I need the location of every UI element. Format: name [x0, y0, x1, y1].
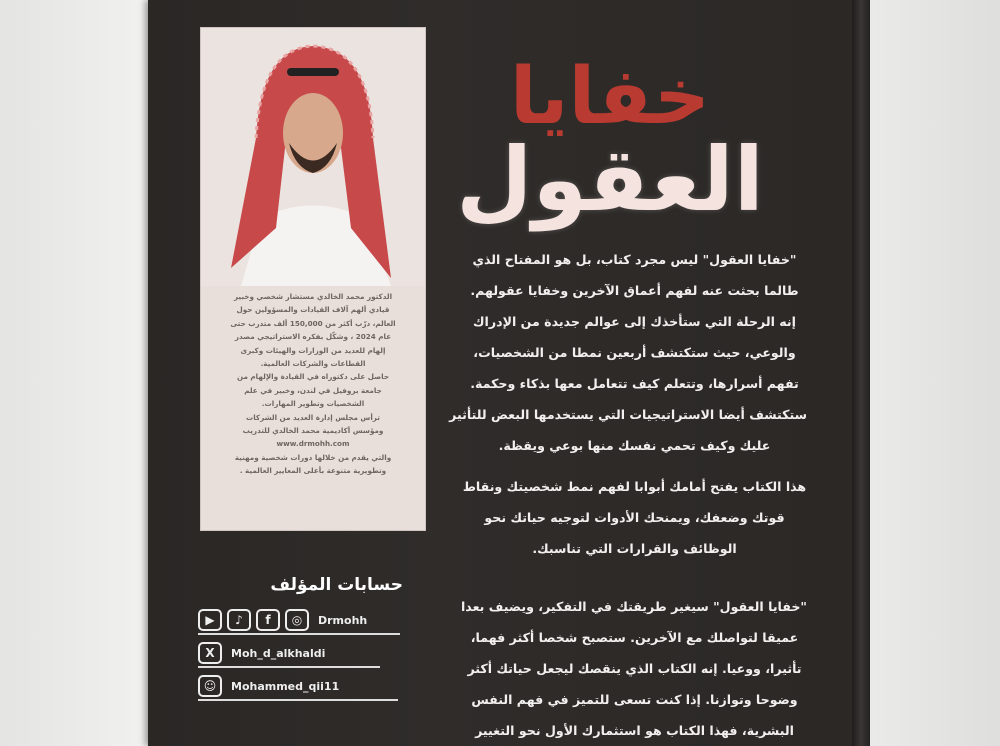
bio-website: www.drmohh.com [276, 439, 350, 449]
text-line: إنه الرحلة التي ستأخذك إلى عوالم جديدة من الإدراك [473, 314, 796, 329]
instagram-icon: ◎ [285, 609, 309, 631]
text-line: ستكتشف أيضا الاستراتيجيات التي يستخدمها البعض للتأثير [449, 407, 807, 422]
text-line: هذا الكتاب يفتح أمامك أبوابا لفهم نمط شخصيتك ونقاط [462, 479, 807, 494]
author-photo [201, 28, 425, 286]
bio-line: ترأس مجلس إدارة العديد من الشركات [246, 412, 380, 422]
bio-line: والتي يقدم من خلالها دورات شخصية ومهنية [234, 452, 392, 462]
bio-line: وتطويرية متنوعة بأعلى المعايير العالمية . [239, 466, 387, 476]
bio-line: قيادي ألهم آلاف القيادات والمسؤولين حول [236, 305, 390, 315]
underline [198, 699, 398, 701]
social-handle: Moh_d_alkhaldi [231, 646, 326, 660]
bio-line: الشخصيات وتطوير المهارات. [261, 399, 365, 409]
author-social-accounts [198, 575, 413, 697]
bio-line: جامعة بروفيل في لندن، وخبير في علم [244, 385, 382, 395]
social-title: حسابات المؤلف [270, 575, 403, 595]
author-bio [207, 290, 419, 478]
bio-line: حاصل على دكتوراه في القيادة والإلهام من [236, 372, 389, 382]
text-line: وضوحا وتوازنا. إذا كنت تسعى للتميز في فهم النفس [471, 692, 798, 707]
text-line: عميقا لتواصلك مع الآخرين. ستصبح شخصا أكثر فهما، [470, 630, 799, 645]
description-paragraph-2 [462, 471, 807, 564]
youtube-icon: ▶ [198, 609, 222, 631]
text-line: "خفايا العقول" سيغير طريقتك في التفكير، ويضيف بعدا [460, 599, 807, 614]
bio-line: العالم، درّب أكثر من 150,000 ألف متدرب حتى [230, 318, 396, 328]
book-spine [852, 0, 870, 746]
author-panel [200, 27, 426, 531]
text-line: "خفايا العقول" ليس مجرد كتاب، بل هو المفتاح الذي [472, 252, 797, 267]
social-row [198, 642, 413, 664]
tiktok-icon: ♪ [227, 609, 251, 631]
bio-line: الدكتور محمد الخالدي مستشار شخصي وخبير [233, 292, 393, 301]
underline [198, 666, 380, 668]
bio-line: عام 2024 ، وشكّل بفكره الاستراتيجي مصدر [234, 332, 392, 342]
book-title-line1: خفايا [509, 52, 711, 142]
text-line: البشرية، فهذا الكتاب هو استثمارك الأول نحو التغيير [475, 723, 794, 738]
description-paragraph-1 [449, 244, 807, 461]
underline [198, 633, 400, 635]
snapchat-icon: ☺ [198, 675, 222, 697]
text-line: تفهم أسرارها، وتتعلم كيف تتعامل معها بذكاء وحكمة. [470, 376, 799, 391]
bio-line: ومؤسس أكاديمية محمد الخالدي للتدريب [242, 426, 384, 436]
social-handle: Drmohh [318, 613, 368, 627]
text-line: تأثيرا، ووعيا. إنه الكتاب الذي ينقصك ليجعل حياتك أكثر [467, 661, 802, 676]
social-row [198, 675, 413, 697]
text-line: الوظائف والقرارات التي تناسبك. [532, 541, 737, 556]
description-paragraph-3 [462, 591, 807, 746]
bio-line: القطاعات والشركات العالمية. [260, 359, 366, 369]
text-line: عليك وكيف تحمي نفسك منها بوعي ويقظة. [498, 438, 771, 453]
bio-line: إلهام للعديد من الوزارات والهيئات وكبرى [240, 345, 386, 355]
facebook-icon: f [256, 609, 280, 631]
social-handle: Mohammed_qii11 [231, 679, 340, 693]
social-row [198, 609, 413, 631]
x-icon: X [198, 642, 222, 664]
text-line: قوتك وضعفك، ويمنحك الأدوات لتوجيه حياتك نحو [484, 510, 785, 525]
text-line: والوعي، حيث ستكتشف أربعين نمطا من الشخصيات، [473, 345, 796, 360]
book-title-line2: العقول [456, 128, 764, 231]
text-line: طالما بحثت عنه لفهم أعماق الآخرين وخفايا عقولهم. [470, 283, 799, 298]
